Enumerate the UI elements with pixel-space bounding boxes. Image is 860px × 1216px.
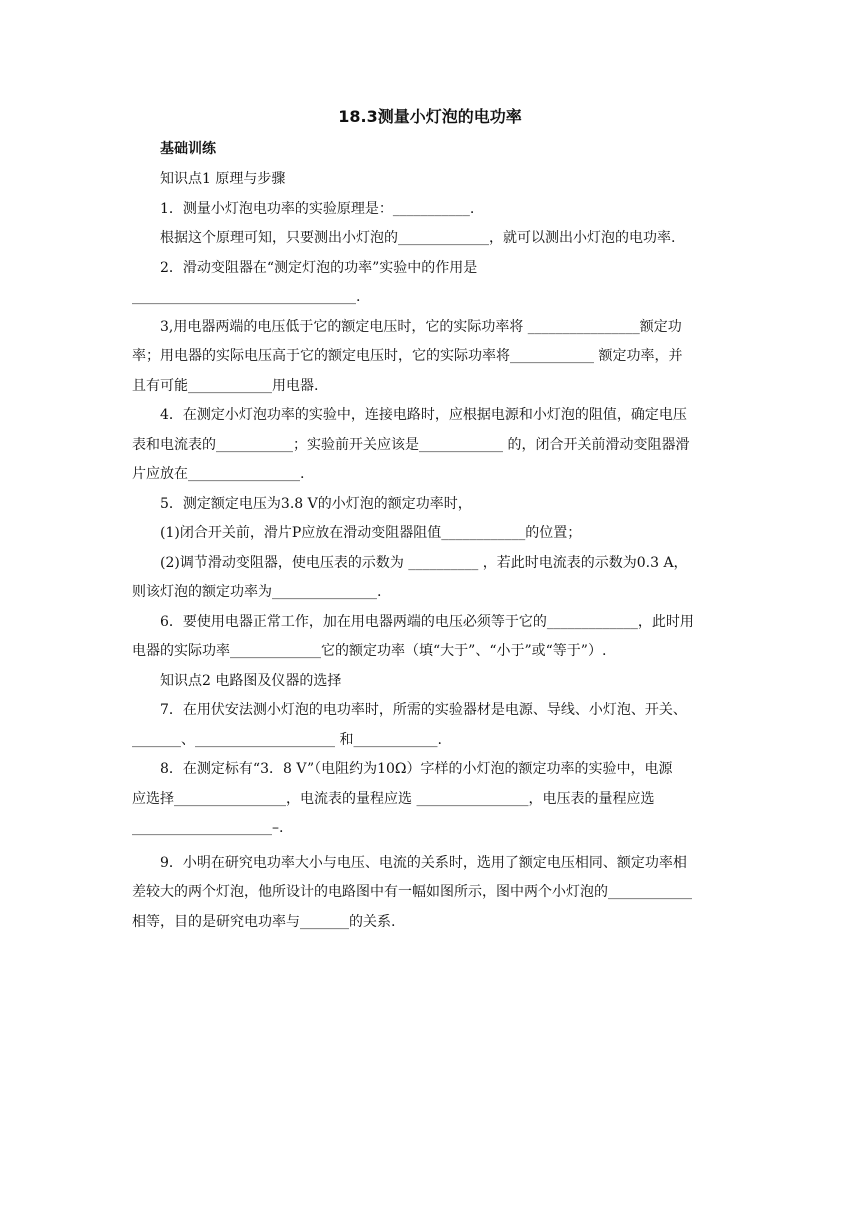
q8-line-1: 8．在测定标有“3．8 V”（电阻约为10Ω）字样的小灯泡的额定功率的实验中，电源: [160, 761, 673, 777]
q1-line-1: 1．测量小灯泡电功率的实验原理是：___________.: [160, 201, 475, 217]
q5-sub-2-cont: 则该灯泡的额定功率为_______________.: [132, 584, 382, 600]
q8-line-2: 应选择________________，电流表的量程应选 ________________，电压表的量程应选: [132, 791, 655, 807]
page-title: 18.3测量小灯泡的电功率: [338, 107, 522, 126]
q7-line-2: _______、____________________ 和____________.: [132, 732, 442, 748]
q5-line-1: 5．测定额定电压为3.8 V的小灯泡的额定功率时，: [160, 496, 472, 512]
q3-line-1: 3,用电器两端的电压低于它的额定电压时，它的实际功率将 ________________额定功: [160, 319, 682, 335]
knowledge-point-2-heading: 知识点2 电路图及仪器的选择: [160, 673, 342, 689]
q2-line-1: 2．滑动变阻器在“测定灯泡的功率”实验中的作用是: [160, 260, 478, 276]
q4-line-2: 表和电流表的___________；实验前开关应该是____________ 的，闭合开关前滑动变阻器滑: [132, 437, 690, 453]
knowledge-point-1-heading: 知识点1 原理与步骤: [160, 171, 286, 187]
q6-line-1: 6．要使用电器正常工作，加在用电器两端的电压必须等于它的_____________，此时用: [160, 614, 694, 630]
q7-line-1: 7．在用伏安法测小灯泡的电功率时，所需的实验器材是电源、导线、小灯泡、开关、: [160, 702, 687, 718]
q4-line-3: 片应放在________________.: [132, 466, 305, 482]
q9-line-2: 差较大的两个灯泡，他所设计的电路图中有一幅如图所示，图中两个小灯泡的____________: [132, 884, 692, 900]
q5-sub-2: (2)调节滑动变阻器，使电压表的示数为 __________ ，若此时电流表的示数为0.3 A，: [160, 555, 688, 571]
q3-line-3: 且有可能____________用电器.: [132, 378, 319, 394]
q3-line-2: 率；用电器的实际电压高于它的额定电压时，它的实际功率将____________ 额定功率，并: [132, 348, 683, 364]
q4-line-1: 4．在测定小灯泡功率的实验中，连接电路时，应根据电源和小灯泡的阻值，确定电压: [160, 407, 687, 423]
section-heading: 基础训练: [160, 141, 216, 157]
q1-line-2: 根据这个原理可知，只要测出小灯泡的_____________，就可以测出小灯泡的电功率.: [160, 230, 676, 246]
q8-line-3: ____________________–.: [132, 820, 284, 836]
q5-sub-1: (1)闭合开关前，滑片P应放在滑动变阻器阻值____________的位置；: [160, 525, 582, 541]
q9-line-1: 9．小明在研究电功率大小与电压、电流的关系时，选用了额定电压相同、额定功率相: [160, 855, 687, 871]
q9-line-3: 相等，目的是研究电功率与_______的关系.: [132, 914, 396, 930]
q2-line-2: ________________________________.: [132, 289, 361, 305]
q6-line-2: 电器的实际功率_____________它的额定功率（填“大于”、“小于”或“等于”）.: [132, 643, 607, 659]
